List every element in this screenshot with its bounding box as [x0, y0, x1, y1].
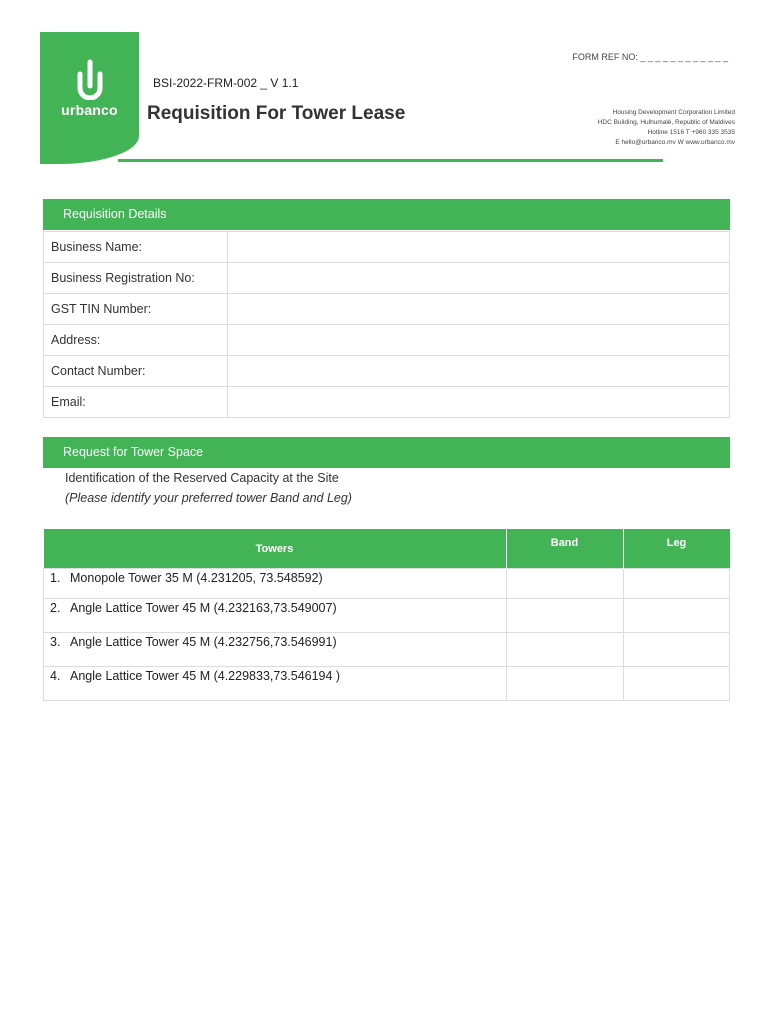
leg-cell[interactable] — [623, 569, 730, 599]
org-line: HDC Building, Hulhumalé, Republic of Maldives — [597, 119, 735, 126]
table-row — [44, 387, 730, 418]
row-number: 4. — [50, 669, 61, 683]
column-header-leg: Leg — [623, 529, 730, 569]
field-label: Address: — [44, 325, 228, 356]
tower-name: Monopole Tower 35 M (4.231205, 73.548592) — [70, 571, 323, 585]
requisition-details-table — [43, 231, 730, 418]
table-row — [44, 325, 730, 356]
table-row — [44, 294, 730, 325]
field-label: Business Name: — [44, 232, 228, 263]
gst-tin-field[interactable] — [228, 294, 730, 325]
table-row — [44, 667, 730, 701]
tower-name: Angle Lattice Tower 45 M (4.229833,73.546194 ) — [70, 669, 341, 683]
band-cell[interactable] — [506, 599, 623, 633]
towers-table — [43, 529, 730, 701]
leg-cell[interactable] — [623, 667, 730, 701]
business-registration-field[interactable] — [228, 263, 730, 294]
row-number: 2. — [50, 601, 61, 615]
table-row — [44, 599, 730, 633]
column-header-towers: Towers — [44, 529, 507, 569]
identification-title: Identification of the Reserved Capacity at the Site — [65, 471, 339, 485]
org-line: Housing Development Corporation Limited — [612, 109, 735, 116]
table-header-row — [44, 529, 730, 569]
table-row — [44, 569, 730, 599]
column-header-band: Band — [506, 529, 623, 569]
band-cell[interactable] — [506, 667, 623, 701]
table-row — [44, 633, 730, 667]
leg-cell[interactable] — [623, 633, 730, 667]
field-label: Email: — [44, 387, 228, 418]
header-divider — [118, 159, 663, 162]
tower-name-cell — [44, 667, 507, 701]
tower-name-cell — [44, 599, 507, 633]
tower-name: Angle Lattice Tower 45 M (4.232756,73.546991) — [70, 635, 337, 649]
requisition-details-header: Requisition Details — [43, 199, 730, 230]
table-row — [44, 263, 730, 294]
table-row — [44, 356, 730, 387]
business-name-field[interactable] — [228, 232, 730, 263]
row-number: 3. — [50, 635, 61, 649]
contact-number-field[interactable] — [228, 356, 730, 387]
leg-cell[interactable] — [623, 599, 730, 633]
band-cell[interactable] — [506, 569, 623, 599]
form-title: Requisition For Tower Lease — [147, 103, 406, 124]
org-line: E hello@urbanco.mv W www.urbanco.mv — [615, 139, 735, 146]
email-field[interactable] — [228, 387, 730, 418]
table-row — [44, 232, 730, 263]
address-field[interactable] — [228, 325, 730, 356]
urbanco-logo — [40, 32, 139, 164]
logo-text: urbanco — [61, 102, 118, 118]
field-label: Contact Number: — [44, 356, 228, 387]
row-number: 1. — [50, 571, 61, 585]
field-label: GST TIN Number: — [44, 294, 228, 325]
form-code: BSI-2022-FRM-002 _ V 1.1 — [153, 76, 299, 90]
tower-name: Angle Lattice Tower 45 M (4.232163,73.549007) — [70, 601, 337, 615]
org-line: Hotline 1516 T +960 335 3535 — [647, 129, 735, 136]
tower-name-cell — [44, 633, 507, 667]
urbanco-mark-icon — [74, 58, 106, 100]
tower-name-cell — [44, 569, 507, 599]
form-ref-number: FORM REF NO: _ _ _ _ _ _ _ _ _ _ _ _ — [572, 52, 728, 62]
band-cell[interactable] — [506, 633, 623, 667]
identification-note: (Please identify your preferred tower Band and Leg) — [65, 491, 352, 505]
tower-space-header: Request for Tower Space — [43, 437, 730, 468]
field-label: Business Registration No: — [44, 263, 228, 294]
organization-info — [598, 108, 735, 148]
